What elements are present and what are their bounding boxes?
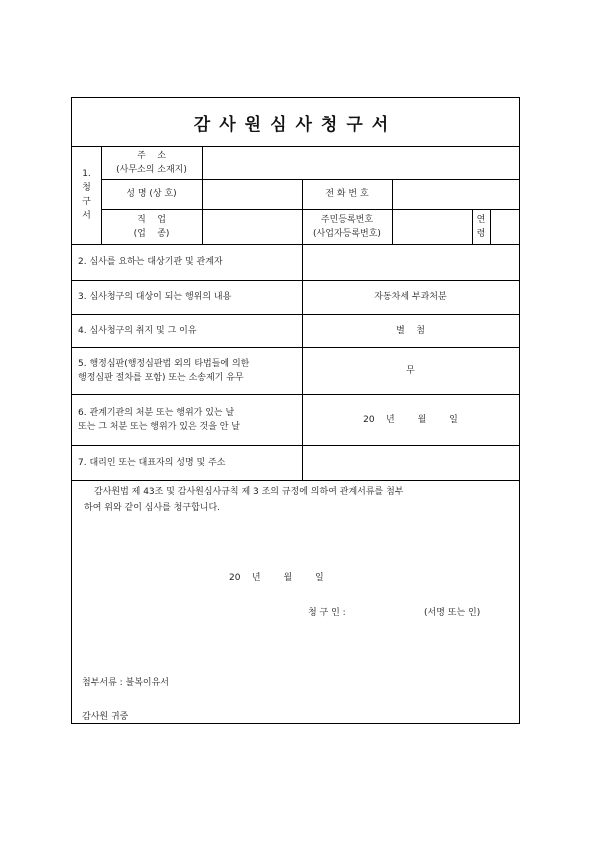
signature-note: (서명 또는 인) — [424, 608, 481, 618]
submission-date: 20 년 월 일 — [229, 573, 324, 583]
job-label-line-2: (업 종) — [133, 228, 170, 239]
item-3-label — [72, 280, 302, 314]
form-title: 감사원심사청구서 — [193, 114, 398, 135]
id-label-line-2: (사업자등록번호) — [313, 228, 381, 239]
item-6-field[interactable] — [302, 394, 519, 445]
divider — [72, 480, 519, 481]
item-6-label-line-1: 6. 관계기관의 처분 또는 행위가 있는 날 — [78, 407, 235, 418]
item-5-label-line-2: 행정심판 절차를 포함) 또는 소송제기 유무 — [78, 372, 244, 383]
item-5-field[interactable] — [302, 347, 519, 394]
section-char: 서 — [82, 211, 91, 221]
section-char: 구 — [82, 197, 91, 207]
id-number-field[interactable] — [392, 209, 472, 244]
item-3-field[interactable] — [302, 280, 519, 314]
item-2-label-text: 2. 심사를 요하는 대상기관 및 관계자 — [78, 257, 223, 267]
item-7-field[interactable] — [302, 445, 519, 480]
job-field[interactable] — [202, 209, 302, 244]
job-label — [101, 209, 202, 244]
attachment-note: 첨부서류 : 불복이유서 — [82, 678, 170, 688]
declaration-line-1: 감사원법 제 43조 및 감사원심사규칙 제 3 조의 규정에 의하여 관계서류를 첨부 — [94, 487, 404, 497]
item-4-label — [72, 314, 302, 347]
name-label — [101, 179, 202, 209]
phone-field[interactable] — [392, 179, 519, 209]
address-label-line-2: (사무소의 소재지) — [116, 164, 187, 175]
age-char: 령 — [476, 228, 486, 239]
item-5-label-line-1: 5. 행정심판(행정심판법 외의 타법들에 의한 — [78, 358, 250, 369]
age-char: 연 — [476, 214, 486, 225]
address-label — [101, 146, 202, 179]
recipient: 감사원 귀중 — [82, 712, 129, 722]
item-7-label-text: 7. 대리인 또는 대표자의 성명 및 주소 — [78, 457, 226, 468]
form-title-row — [72, 98, 519, 147]
job-label-line-1: 직 업 — [137, 214, 166, 225]
item-3-label-text: 3. 심사청구의 대상이 되는 행위의 내용 — [78, 292, 232, 302]
item-6-label-line-2: 또는 그 처분 또는 행위가 있은 것을 안 날 — [78, 421, 240, 432]
phone-label-text: 전 화 번 호 — [325, 189, 369, 199]
name-field[interactable] — [202, 179, 302, 209]
address-field[interactable] — [202, 146, 519, 179]
item-3-value: 자동차세 부과처분 — [374, 292, 447, 302]
item-7-label — [72, 445, 302, 480]
id-label-line-1: 주민등록번호 — [320, 214, 374, 225]
item-5-value: 무 — [406, 365, 415, 376]
item-4-field[interactable] — [302, 314, 519, 347]
section-number: 1. — [82, 169, 91, 179]
section-char: 청 — [82, 183, 91, 193]
age-label — [472, 209, 490, 244]
item-6-label — [72, 394, 302, 445]
name-label-text: 성 명 (상 호) — [126, 189, 177, 199]
id-number-label — [302, 209, 392, 244]
item-2-field[interactable] — [302, 244, 519, 280]
declaration-line-2: 하여 위와 같이 심사를 청구합니다. — [84, 503, 221, 513]
claimant-label: 청 구 인 : — [308, 608, 346, 618]
age-field[interactable] — [490, 209, 519, 244]
claimant-signature-field[interactable] — [372, 601, 424, 621]
phone-label — [302, 179, 392, 209]
appeal-form — [71, 97, 520, 724]
item-4-value: 별 첨 — [396, 325, 425, 336]
item-5-label — [72, 347, 302, 394]
item-6-date-value: 20 년 월 일 — [363, 414, 458, 425]
item-2-label — [72, 244, 302, 280]
section-1-label — [72, 146, 101, 244]
item-4-label-text: 4. 심사청구의 취지 및 그 이유 — [78, 325, 197, 336]
address-label-line-1: 주 소 — [137, 150, 166, 161]
